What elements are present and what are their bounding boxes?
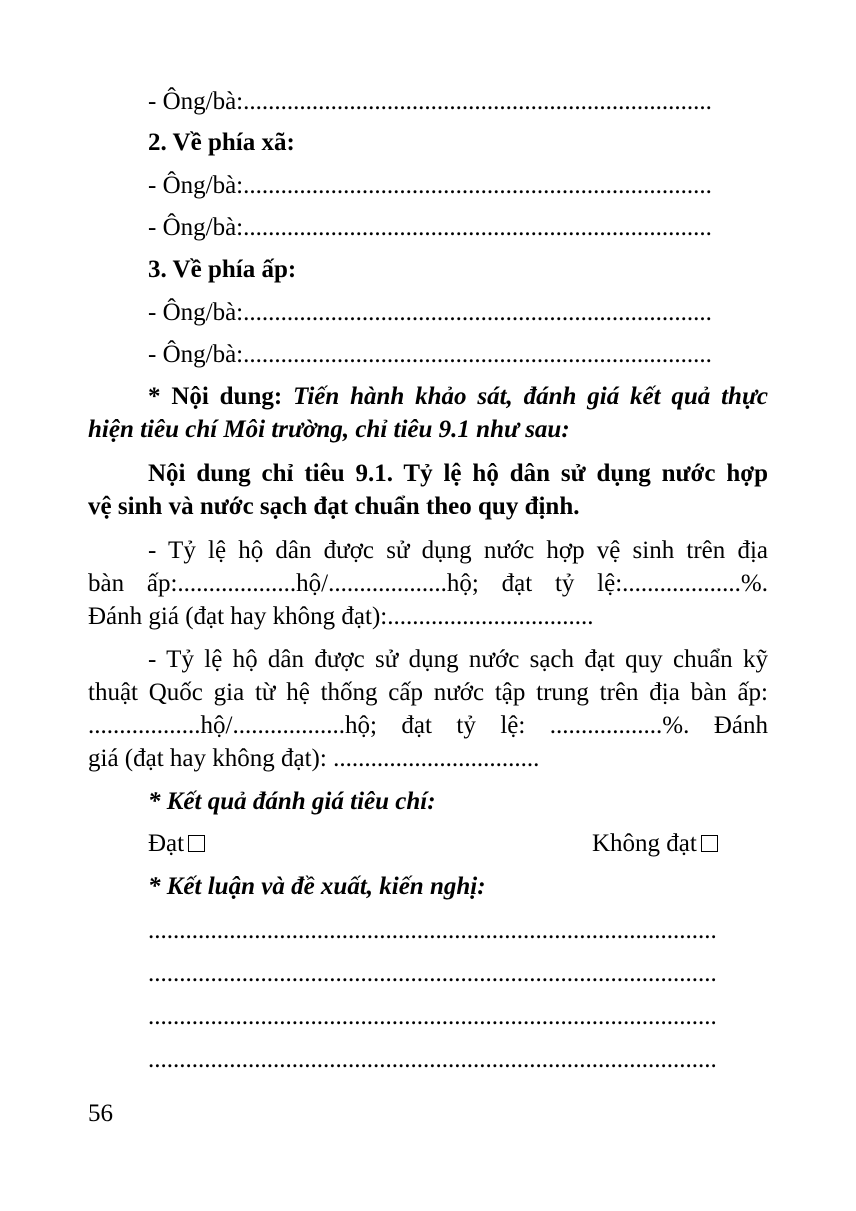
conclusion-line-4: ........................................................................................... [148,1046,717,1073]
fail-label: Không đạt [592,830,697,857]
commune-heading: 2. Về phía xã: [148,129,295,156]
conclusion-heading: * Kết luận và đề xuất, kiến nghị: [148,873,486,900]
item2-line-3: ..................hộ/..................hộ; đạt tỷ lệ: ..................%. Đánh [88,712,768,739]
commune-person-1: - Ông/bà:........................................................................... [148,172,712,199]
item1-line-1: - Tỷ lệ hộ dân được sử dụng nước hợp vệ sinh trên địa [148,537,768,564]
criterion-line-2: vệ sinh và nước sạch đạt chuẩn theo quy định. [88,493,580,520]
result-fail-option[interactable] [592,828,742,860]
item1-line-3: Đánh giá (đạt hay không đạt):................................. [88,603,594,630]
hamlet-person-2: - Ông/bà:........................................................................... [148,341,712,368]
content-label: * Nội dung: [148,383,283,410]
content-text-1: Tiến hành khảo sát, đánh giá kết quả thực [293,383,769,410]
item1-line-2: bàn ấp:...................hộ/...................hộ; đạt tỷ lệ:...................%. [88,570,768,597]
item2-line-4: giá (đạt hay không đạt): ................................. [88,745,540,772]
commune-person-2: - Ông/bà:........................................................................... [148,214,712,241]
content-line-1 [148,381,768,413]
item2-line-1: - Tỷ lệ hộ dân được sử dụng nước sạch đạt quy chuẩn kỹ [148,646,768,673]
conclusion-line-1: ........................................................................................... [148,917,717,944]
hamlet-person-1: - Ông/bà:........................................................................... [148,299,712,326]
criterion-line-1: Nội dung chỉ tiêu 9.1. Tỷ lệ hộ dân sử dụng nước hợp [148,460,768,487]
hamlet-heading: 3. Về phía ấp: [148,256,297,283]
content-line-2: hiện tiêu chí Môi trường, chỉ tiêu 9.1 như sau: [88,416,570,443]
top-person-line: - Ông/bà:........................................................................... [148,88,712,115]
item2-line-2: thuật Quốc gia từ hệ thống cấp nước tập trung trên địa bàn ấp: [88,679,768,706]
result-heading: * Kết quả đánh giá tiêu chí: [148,788,436,815]
pass-checkbox[interactable] [188,835,205,852]
fail-checkbox[interactable] [701,835,718,852]
page-number: 56 [88,1100,113,1127]
pass-label: Đạt [148,830,185,857]
conclusion-line-2: ........................................................................................... [148,960,717,987]
conclusion-line-3: ........................................................................................... [148,1003,717,1030]
